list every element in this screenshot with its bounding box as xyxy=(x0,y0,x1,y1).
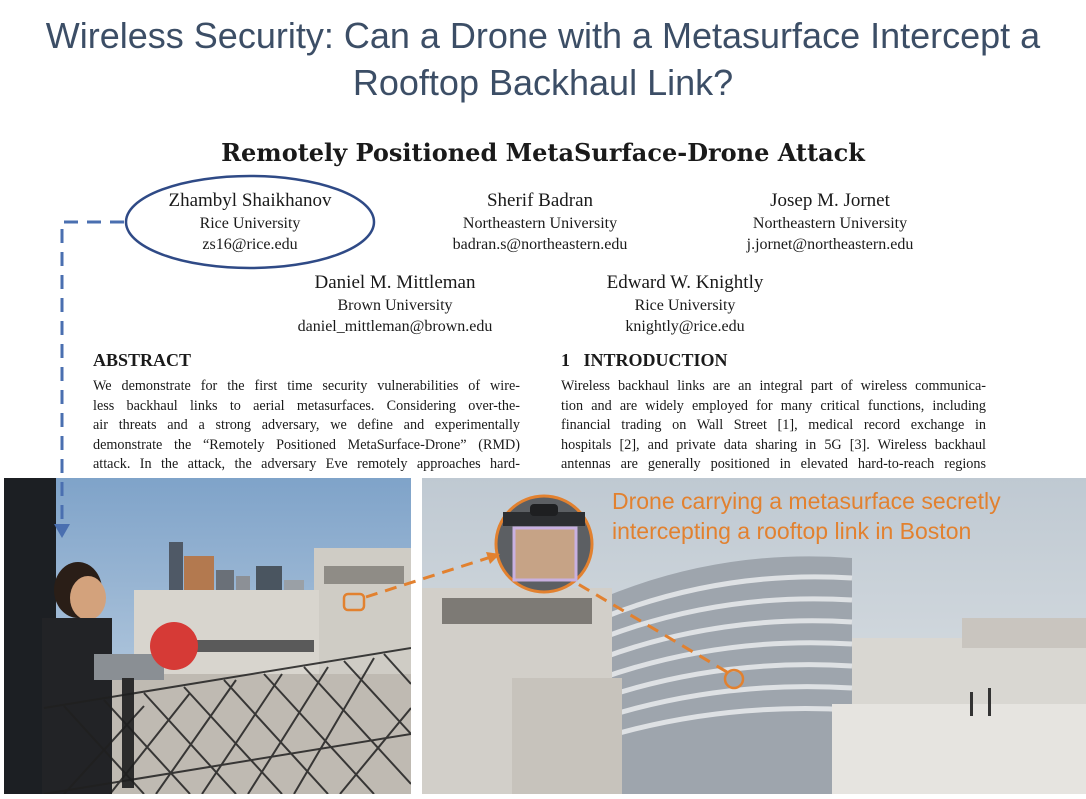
author-affiliation: Rice University xyxy=(634,297,736,314)
author-email: zs16@rice.edu xyxy=(202,236,298,253)
author-block-5 xyxy=(575,271,795,337)
author-name: Josep M. Jornet xyxy=(770,190,890,211)
author-block-1 xyxy=(140,189,360,255)
abstract-line: demonstrate the “Remotely Positioned MetaSurface-Drone” (RMD) xyxy=(93,436,520,453)
intro-line: antennas are generally positioned in elevated hard-to-reach regions xyxy=(561,456,986,473)
caption-line-2: intercepting a rooftop link in Boston xyxy=(612,518,972,544)
author-affiliation: Northeastern University xyxy=(462,215,618,232)
intro-line: financial trading on Wall Street [1], medical record exchange in xyxy=(561,417,986,434)
abstract-line: air threats and a strong adversary, we define and experimentally xyxy=(93,417,520,434)
author-block-3 xyxy=(715,189,945,255)
caption-line-1: Drone carrying a metasurface secretly xyxy=(612,488,1001,514)
author-email: badran.s@northeastern.edu xyxy=(452,236,628,253)
intro-line: hospitals [2], and private data sharing in 5G [3]. Wireless backhaul xyxy=(561,436,986,453)
abstract-line: less backhaul links to aerial metasurfaces. Considering over-the- xyxy=(93,397,520,414)
author-name: Edward W. Knightly xyxy=(606,272,764,293)
author-name: Daniel M. Mittleman xyxy=(314,272,476,293)
author-name: Zhambyl Shaikhanov xyxy=(168,190,332,211)
author-email: j.jornet@northeastern.edu xyxy=(746,236,914,253)
author-affiliation: Rice University xyxy=(199,215,301,232)
intro-heading: 1 INTRODUCTION xyxy=(561,350,728,370)
intro-line: Wireless backhaul links are an integral part of wireless communica- xyxy=(561,378,986,394)
author-affiliation: Northeastern University xyxy=(752,215,908,232)
rooftop-photo-left xyxy=(4,478,411,794)
abstract-heading: ABSTRACT xyxy=(93,350,192,370)
author-block-2 xyxy=(420,189,660,255)
abstract-line: attack. In the attack, the adversary Eve remotely approaches hard- xyxy=(93,456,520,473)
rooftop-photo-left-graphic xyxy=(4,478,411,794)
abstract-body xyxy=(93,377,520,475)
author-name: Sherif Badran xyxy=(486,190,594,211)
intro-body xyxy=(561,377,986,475)
author-email: daniel_mittleman@brown.edu xyxy=(297,318,493,335)
photo-caption xyxy=(612,486,1001,546)
paper-title: Remotely Positioned MetaSurface-Drone Attack xyxy=(221,138,865,167)
author-email: knightly@rice.edu xyxy=(625,318,745,335)
author-affiliation: Brown University xyxy=(337,297,453,314)
author-block-4 xyxy=(275,271,515,337)
abstract-line: We demonstrate for the first time security vulnerabilities of wire- xyxy=(93,378,520,394)
intro-line: tion and are widely employed for many critical functions, including xyxy=(561,397,986,414)
slide-title: Wireless Security: Can a Drone with a Metasurface Intercept a Rooftop Backhaul Link? xyxy=(45,15,1041,103)
